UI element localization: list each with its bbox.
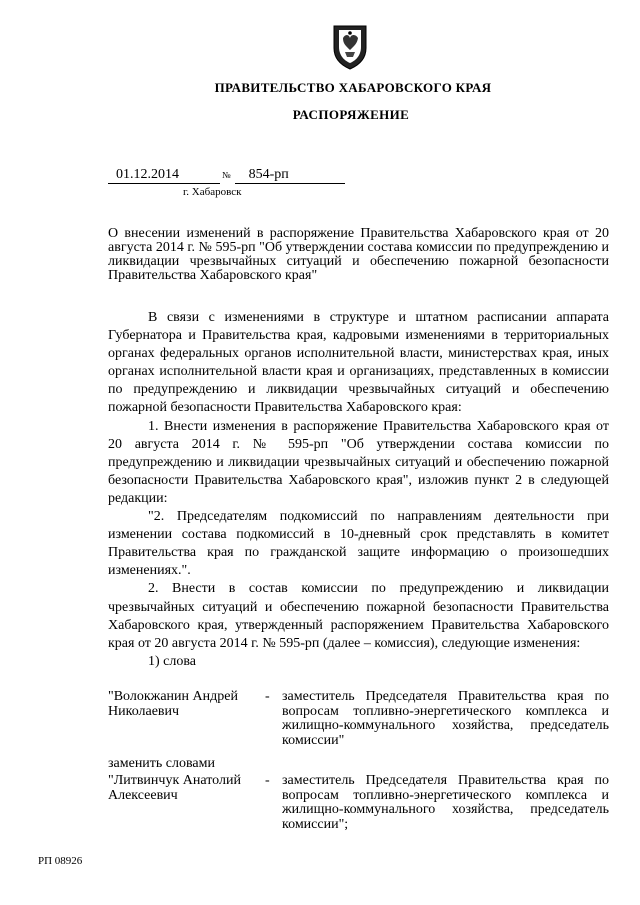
person-dash: - <box>265 689 270 704</box>
person-dash: - <box>265 773 270 788</box>
document-subject: О внесении изменений в распоряжение Правительства Хабаровского края от 20 августа 2014 г. № 595-рп "Об утверждении состава комиссии по предупреждению и ликвидации чрезвычайных ситуаций и обеспечению пожарной безопасности Правительства Хабаровского края" <box>108 226 609 283</box>
item-2-paragraph: 2. Внести в состав комиссии по предупреждению и ликвидации чрезвычайных ситуаций и обеспечению пожарной безопасности Правительства Хабаровского края, утвержденный распоряжением Правительства Хабаровского края от 20 августа 2014 г. № 595-рп (далее – комиссия), следующие изменения: <box>108 581 609 651</box>
person-name: "Волокжанин Андрей Николаевич <box>108 689 238 719</box>
footer-code: РП 08926 <box>38 855 83 867</box>
replace-label: заменить словами <box>108 756 215 771</box>
person-role: заместитель Председателя Правительства края по вопросам топливно-энергетического комплекса и жилищно-коммунального хозяйства, председатель комиссии" <box>282 689 609 748</box>
subitem-1-paragraph: 1) слова <box>148 653 197 669</box>
date-number-row <box>108 167 345 184</box>
item-1-quote-paragraph: "2. Председателям подкомиссий по направлениям деятельности при изменении состава подкомиссий в 10-дневный срок представлять в комитет Правительства края по гражданской защите информацию о произошедших изменениях.". <box>108 509 609 579</box>
item-1-paragraph: 1. Внести изменения в распоряжение Правительства Хабаровского края от 20 августа 2014 г. № 595-рп "Об утверждении состава комиссии по предупреждению и ликвидации чрезвычайных ситуаций и обеспечению пожарной безопасности Правительства Хабаровского края", изложив пункт 2 в следующей редакции: <box>108 418 609 506</box>
number-sign: № <box>222 170 231 180</box>
city-label: г. Хабаровск <box>183 186 242 198</box>
person-name: "Литвинчук Анатолий Алексеевич <box>108 773 241 803</box>
document-date: 01.12.2014 <box>108 167 220 184</box>
document-type-title: РАСПОРЯЖЕНИЕ <box>292 107 410 122</box>
government-title: ПРАВИТЕЛЬСТВО ХАБАРОВСКОГО КРАЯ <box>214 80 492 95</box>
preamble-paragraph: В связи с изменениями в структуре и штатном расписании аппарата Губернатора и Правительства края, кадровыми изменениями в территориальных органах федеральных органов исполнительной власти, министерствах края, иных органах исполнительной власти края и организациях, представленных в комиссии по предупреждению и ликвидации чрезвычайных ситуаций и обеспечению пожарной безопасности Правительства Хабаровского края: <box>108 310 609 416</box>
document-number: 854-рп <box>235 167 345 184</box>
document-body <box>108 309 609 671</box>
person-role: заместитель Председателя Правительства края по вопросам топливно-энергетического комплекса и жилищно-коммунального хозяйства, председатель комиссии"; <box>282 773 609 832</box>
coat-of-arms-icon <box>331 24 369 70</box>
